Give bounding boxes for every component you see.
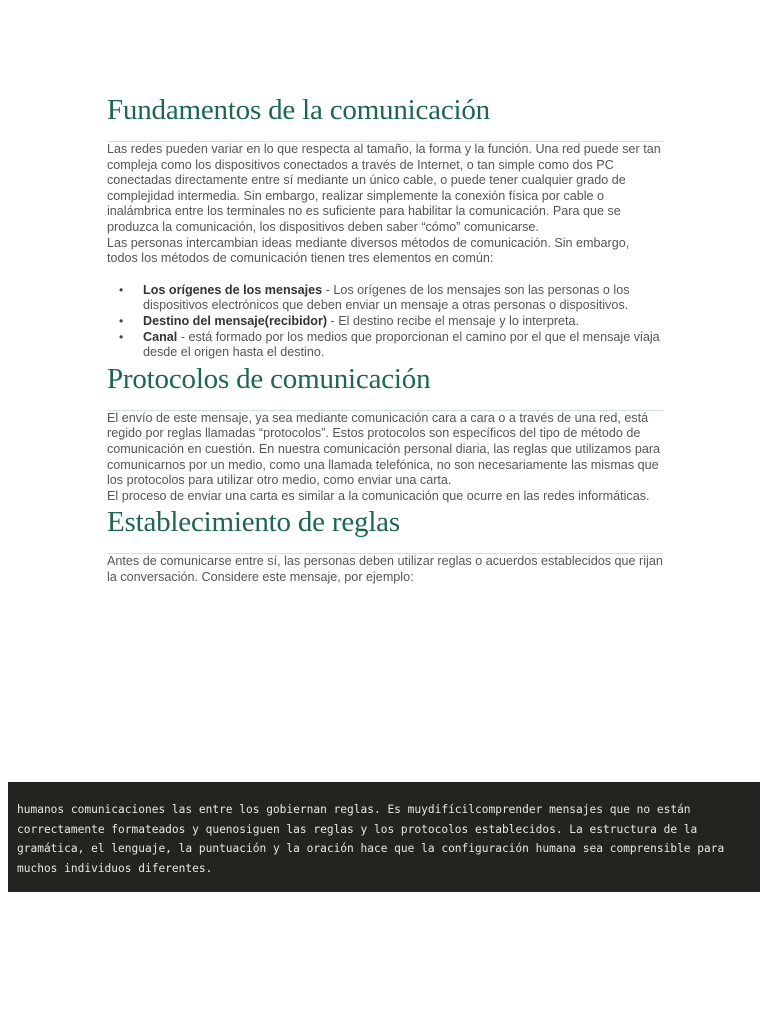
list-item-desc: - Los orígenes de los mensajes son las personas o los dispositivos electrónicos que deben enviar un mensaje a otras personas o dispositivos. — [143, 282, 630, 313]
paragraph: Antes de comunicarse entre sí, las personas deben utilizar reglas o acuerdos establecidos que rijan la conversación. Considere este mensaje, por ejemplo: — [107, 554, 663, 584]
section-protocolos — [107, 361, 663, 505]
paragraph: El envío de este mensaje, ya sea mediante comunicación cara a cara o a través de una red, está regido por reglas llamadas “protocolos”. Estos protocolos son específicos del tipo de método de comunicación en cuestión. En nuestra comunicación personal diaria, las reglas que utilizamos para comunicarnos por un medio, como una llamada telefónica, no son necesariamente las mismas que los protocolos para utilizar otro medio, como enviar una carta. — [107, 410, 661, 488]
bullet-icon: • — [119, 282, 124, 297]
bullet-icon: • — [119, 329, 124, 344]
document-content — [107, 92, 663, 585]
list-item — [119, 282, 663, 314]
list-item-desc: - El destino recibe el mensaje y lo interpreta. — [327, 313, 580, 328]
section-title: Establecimiento de reglas — [107, 504, 663, 554]
section-fundamentos — [107, 92, 663, 361]
section-title: Protocolos de comunicación — [107, 361, 663, 411]
section-reglas — [107, 504, 663, 585]
paragraph: Las redes pueden variar en lo que respecta al tamaño, la forma y la función. Una red puede ser tan compleja como los dispositivos conectados a través de Internet, o tan simple como dos PC conectadas directamente entre sí mediante un único cable, o puede tener cualquier grado de complejidad intermedia. Sin embargo, realizar simplemente la conexión física por cable o inalámbrica entre los terminales no es suficiente para habilitar la comunicación. Para que se produzca la comunicación, los dispositivos deben saber “cómo” comunicarse. — [107, 142, 661, 234]
section-title: Fundamentos de la comunicación — [107, 92, 663, 142]
elements-list — [107, 283, 663, 361]
code-block-text: humanos comunicaciones las entre los gobiernan reglas. Es muydifícilcomprender mensajes que no están correctamente formateados y quenosiguen las reglas y los protocolos establecidos. La estructura de la gramática, el lenguaje, la puntuación y la oración hace que la configuración humana sea comprensible para muchos individuos diferentes. — [17, 803, 731, 875]
bullet-icon: • — [119, 313, 124, 328]
paragraph: El proceso de enviar una carta es similar a la comunicación que ocurre en las redes informáticas. — [107, 488, 650, 503]
list-item-desc: - está formado por los medios que proporcionan el camino por el que el mensaje viaja desde el origen hasta el destino. — [143, 329, 660, 360]
list-item-term: Canal — [143, 329, 178, 344]
list-item-term: Los orígenes de los mensajes — [143, 282, 323, 297]
list-item-term: Destino del mensaje(recibidor) — [143, 313, 328, 328]
list-item — [119, 313, 663, 330]
paragraph: Las personas intercambian ideas mediante diversos métodos de comunicación. Sin embargo, todos los métodos de comunicación tienen tres elementos en común: — [107, 235, 630, 266]
code-block — [8, 782, 760, 892]
list-item — [119, 329, 663, 361]
